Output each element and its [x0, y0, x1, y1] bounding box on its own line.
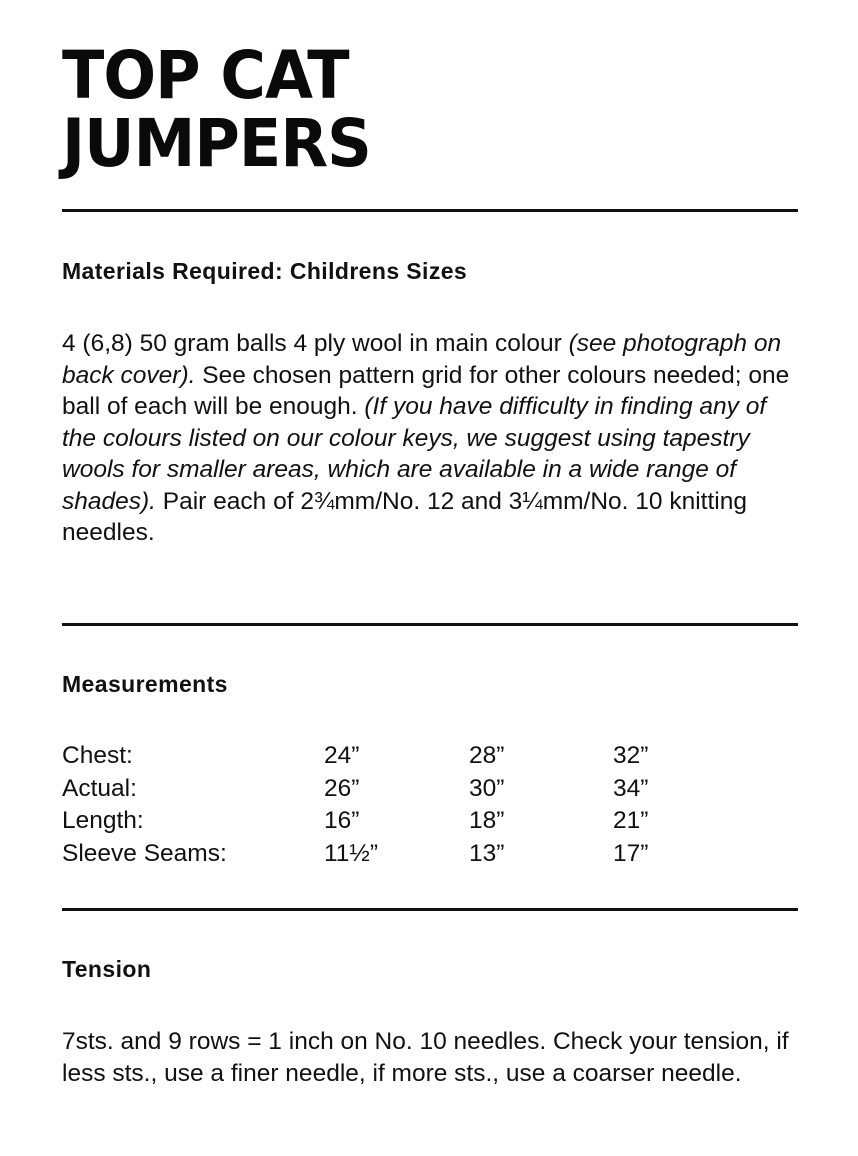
measurement-label: Length:	[62, 807, 144, 834]
measurement-value: 13”	[469, 839, 505, 867]
materials-text-run: Pair each of 2¾mm/No. 12 and 3¼mm/No. 10 knitting needles.	[62, 487, 747, 546]
materials-text-run: See chosen pattern grid for other colours needed; one ball of each will be enough.	[62, 361, 790, 420]
measurement-value: 11½”	[324, 839, 379, 867]
measurements-heading: Measurements	[62, 671, 228, 697]
tension-heading: Tension	[62, 956, 152, 982]
measurement-value: 32”	[613, 742, 649, 769]
measurement-value: 16”	[324, 807, 360, 834]
materials-paragraph	[62, 328, 802, 549]
measurement-label: Actual:	[62, 774, 137, 802]
materials-divider	[62, 623, 798, 626]
measurement-value: 17”	[613, 839, 649, 867]
measurements-divider	[62, 908, 798, 911]
measurement-label: Sleeve Seams:	[62, 839, 227, 867]
measurement-label: Chest:	[62, 742, 133, 769]
table-row	[62, 740, 713, 773]
measurement-value: 24”	[324, 742, 360, 769]
table-row	[62, 805, 713, 838]
measurement-value: 34”	[613, 774, 649, 802]
measurement-value: 18”	[469, 807, 505, 834]
title-line-1: TOP CAT	[62, 37, 349, 114]
materials-heading: Materials Required: Childrens Sizes	[62, 258, 468, 284]
title-divider	[62, 209, 798, 212]
measurement-value: 28”	[469, 742, 505, 769]
tension-paragraph: 7sts. and 9 rows = 1 inch on No. 10 needles. Check your tension, if less sts., use a finer needle, if more sts., use a coarser needle.	[62, 1028, 789, 1087]
table-row	[62, 773, 713, 806]
measurements-table	[62, 740, 713, 870]
materials-text-run: 4 (6,8) 50 gram balls 4 ply wool in main colour	[62, 330, 569, 357]
title-line-2: JUMPERS	[62, 105, 371, 182]
materials-text-run-italic: (see photograph on back cover).	[62, 330, 782, 389]
measurement-value: 30”	[469, 774, 505, 802]
materials-text-run-italic: (If you have difficulty in finding any of the colours listed on our colour keys, we suggest using tapestry wools for smaller areas, which are available in a wide range of shades).	[62, 393, 767, 515]
page-title	[62, 37, 371, 182]
measurement-value: 26”	[324, 774, 360, 802]
measurement-value: 21”	[613, 807, 649, 834]
table-row	[62, 838, 713, 871]
